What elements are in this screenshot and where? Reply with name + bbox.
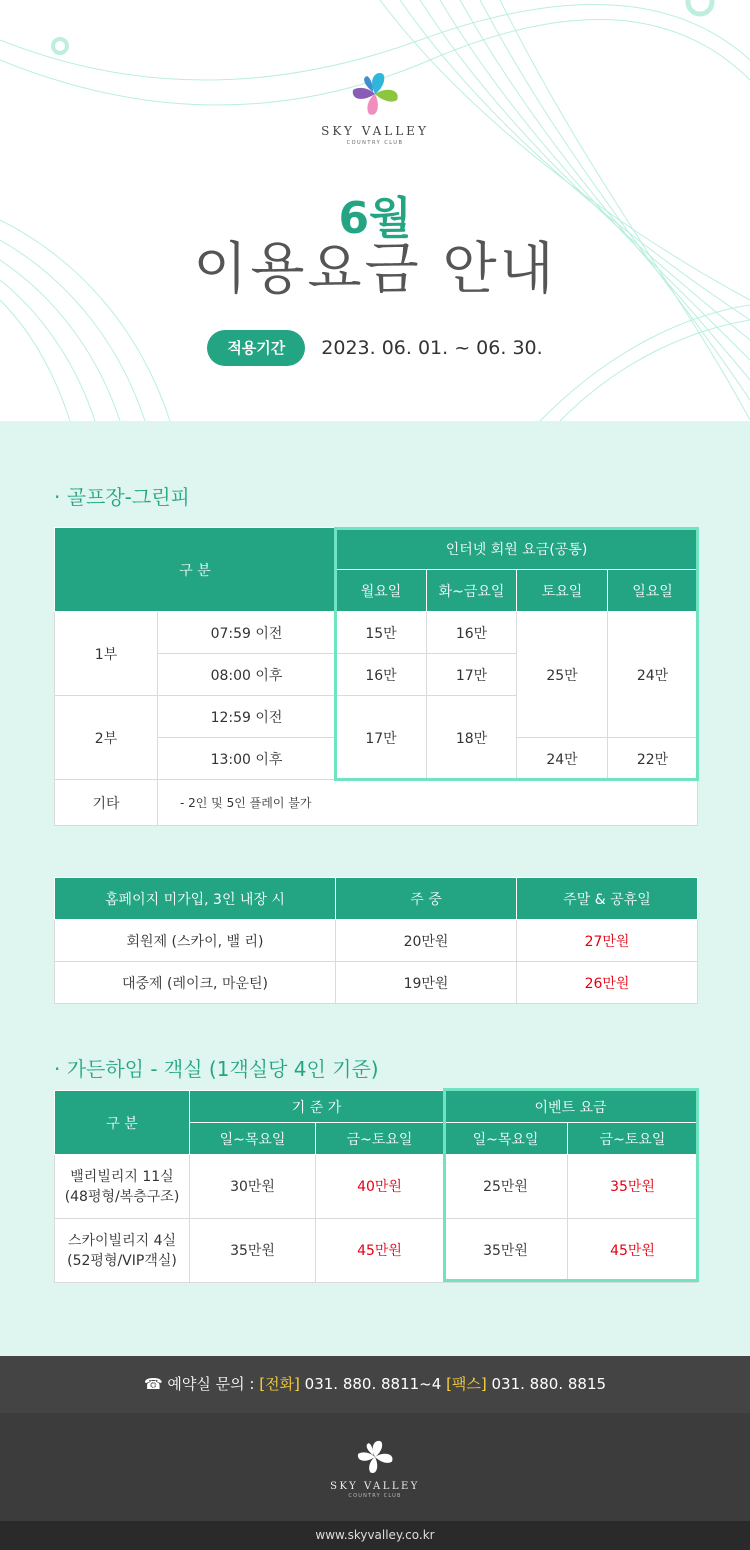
etc-note: - 2인 및 5인 플레이 불가	[158, 780, 698, 826]
time-cell: 08:00 이후	[158, 654, 336, 696]
table-row	[55, 962, 698, 1004]
price-cell: 27만원	[517, 920, 698, 962]
course-name: 회원제 (스카이, 밸 리)	[55, 920, 336, 962]
price-cell: 40만원	[316, 1155, 444, 1219]
price-cell: 35만원	[190, 1219, 316, 1283]
row-label-part2: 2부	[55, 696, 158, 780]
price-cell: 20만원	[336, 920, 517, 962]
price-cell: 25만	[517, 612, 608, 738]
month-title: 6월	[338, 193, 412, 244]
price-cell: 26만원	[517, 962, 698, 1004]
room-name-line2: (52평형/VIP객실)	[67, 1252, 177, 1269]
section-title-golf: · 골프장-그린피	[54, 485, 190, 509]
col-header-day: 일요일	[608, 570, 698, 612]
brand-subtitle: COUNTRY CLUB	[346, 140, 404, 146]
time-cell: 13:00 이후	[158, 738, 336, 780]
col-header-category: 구 분	[55, 528, 336, 612]
col-header-day: 토요일	[517, 570, 608, 612]
col-header-nonmember: 홈페이지 미가입, 3인 내장 시	[55, 878, 336, 920]
row-label-etc: 기타	[55, 780, 158, 826]
brand-name: SKY VALLEY	[321, 124, 429, 138]
period-badge: 적용기간	[207, 330, 305, 366]
footer-brand: SKY VALLEY	[330, 1481, 420, 1492]
price-cell: 24만	[517, 738, 608, 780]
contact-bar	[0, 1356, 750, 1413]
tel-number[interactable]: 031. 880. 8811~4	[299, 1375, 447, 1393]
col-header-category: 구 분	[55, 1091, 190, 1155]
price-cell: 35만원	[568, 1155, 698, 1219]
contact-prefix: ☎ 예약실 문의 :	[143, 1375, 260, 1393]
page-title: 이용요금 안내	[193, 237, 557, 302]
room-name-line1: 스카이빌리지 4실	[67, 1232, 177, 1249]
room-name	[55, 1219, 190, 1283]
col-header-weekday: 주 중	[336, 878, 517, 920]
price-cell: 17만	[336, 696, 427, 780]
price-cell: 30만원	[190, 1155, 316, 1219]
price-cell: 17만	[427, 654, 517, 696]
col-header-day: 화~금요일	[427, 570, 517, 612]
room-name-line2: (48평형/복층구조)	[64, 1188, 180, 1205]
table-row	[55, 920, 698, 962]
course-name: 대중제 (레이크, 마운틴)	[55, 962, 336, 1004]
room-name	[55, 1155, 190, 1219]
flower-logo-icon	[347, 68, 403, 120]
tel-label: [전화]	[259, 1375, 300, 1393]
period-dates: 2023. 06. 01. ~ 06. 30.	[321, 337, 543, 359]
col-header-weekend: 주말 & 공휴일	[517, 878, 698, 920]
col-header-day: 금~토요일	[316, 1123, 444, 1155]
price-cell: 22만	[608, 738, 698, 780]
col-header-base: 기 준 가	[190, 1091, 444, 1123]
content-section	[0, 421, 750, 1356]
brand-logo	[0, 68, 750, 146]
row-label-part1: 1부	[55, 612, 158, 696]
col-header-day: 금~토요일	[568, 1123, 698, 1155]
col-header-day: 월요일	[336, 570, 427, 612]
footer-logo-area	[0, 1413, 750, 1521]
rooms-table	[54, 1090, 698, 1283]
section-title-rooms: · 가든하임 - 객실 (1객실당 4인 기준)	[54, 1057, 379, 1081]
fax-number: 031. 880. 8815	[486, 1375, 607, 1393]
col-header-day: 일~목요일	[444, 1123, 568, 1155]
price-cell: 16만	[336, 654, 427, 696]
price-cell: 25만원	[444, 1155, 568, 1219]
price-cell: 35만원	[444, 1219, 568, 1283]
price-cell: 45만원	[568, 1219, 698, 1283]
footer-brand-sub: COUNTRY CLUB	[348, 1493, 402, 1499]
table-row	[55, 1155, 698, 1219]
greenfee-table	[54, 527, 698, 826]
room-name-line1: 밸리빌리지 11실	[70, 1168, 174, 1185]
price-cell: 16만	[427, 612, 517, 654]
time-cell: 12:59 이전	[158, 696, 336, 738]
price-cell: 45만원	[316, 1219, 444, 1283]
time-cell: 07:59 이전	[158, 612, 336, 654]
nonmember-table	[54, 877, 698, 1004]
fax-label: [팩스]	[446, 1375, 487, 1393]
header-section	[0, 0, 750, 421]
price-cell: 19만원	[336, 962, 517, 1004]
flower-logo-icon	[352, 1437, 398, 1477]
price-cell: 24만	[608, 612, 698, 738]
price-cell: 18만	[427, 696, 517, 780]
table-row	[55, 1219, 698, 1283]
website-link[interactable]: www.skyvalley.co.kr	[0, 1521, 750, 1550]
col-header-day: 일~목요일	[190, 1123, 316, 1155]
col-header-event: 이벤트 요금	[444, 1091, 698, 1123]
period-row	[0, 330, 750, 366]
price-cell: 15만	[336, 612, 427, 654]
col-header-internet: 인터넷 회원 요금(공통)	[336, 528, 698, 570]
